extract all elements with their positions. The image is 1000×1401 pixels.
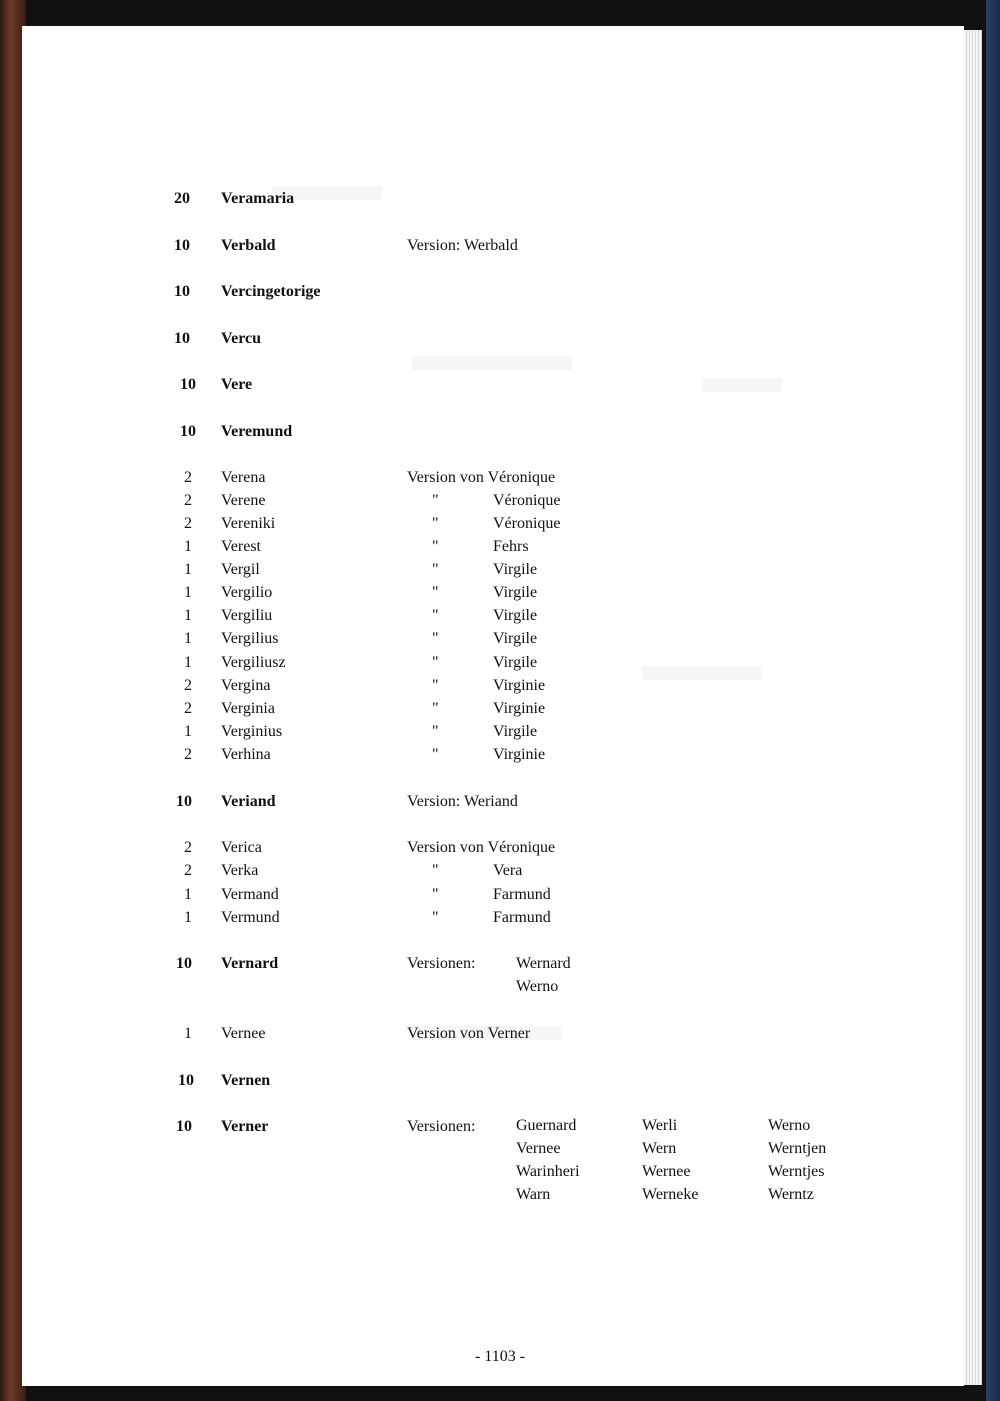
verner-version: Werli	[642, 1117, 678, 1134]
entry-count: 1	[184, 630, 192, 647]
entry-version: Véronique	[493, 515, 561, 532]
entry-count: 2	[184, 677, 192, 694]
ditto-mark: "	[432, 909, 439, 926]
verner-version: Vernee	[516, 1140, 561, 1157]
entry-name: Vergil	[221, 561, 260, 578]
entry-info: Versionen:	[407, 1118, 476, 1135]
ditto-mark: "	[432, 607, 439, 624]
ditto-mark: "	[432, 538, 439, 555]
verner-version: Werntjes	[768, 1163, 825, 1180]
entry-name: Verginia	[221, 700, 275, 717]
entry-name: Vermand	[221, 886, 279, 903]
entry-version: Virginie	[493, 746, 546, 763]
entry-count: 1	[184, 538, 192, 555]
entry-count: 1	[184, 886, 192, 903]
ditto-mark: "	[432, 723, 439, 740]
entry-version: Virgile	[493, 654, 538, 671]
entry-version: Virginie	[493, 677, 546, 694]
entry-count: 2	[184, 492, 192, 509]
entry-name: Verginius	[221, 723, 283, 740]
show-through-mark	[642, 666, 762, 680]
entry-count: 1	[184, 723, 192, 740]
entry-count: 2	[184, 862, 192, 879]
entry-count: 1	[184, 1025, 192, 1042]
entry-info: Version: Weriand	[407, 793, 518, 810]
verner-version: Werntz	[768, 1186, 814, 1203]
entry-name: Vergilio	[221, 584, 273, 601]
verner-version: Werntjen	[768, 1140, 827, 1157]
entry-name: Verest	[221, 538, 261, 555]
ditto-mark: "	[432, 561, 439, 578]
entry-count: 2	[184, 700, 192, 717]
entry-count: 2	[184, 746, 192, 763]
entry-name: Vergiliusz	[221, 654, 286, 671]
entry-version: Vera	[493, 862, 523, 879]
verner-version: Guernard	[516, 1117, 577, 1134]
ditto-mark: "	[432, 584, 439, 601]
entry-count: 10	[176, 1118, 192, 1135]
vernard-version-2: Werno	[516, 978, 559, 995]
entry-info: Version von Véronique	[407, 469, 556, 486]
entry-name: Vercingetorige	[221, 283, 321, 300]
entry-name: Vereniki	[221, 515, 276, 532]
entry-name: Verbald	[221, 237, 276, 254]
entry-version: Fehrs	[493, 538, 529, 555]
entry-count: 10	[174, 330, 190, 347]
entry-info: Version von Verner	[407, 1025, 531, 1042]
entry-name: Verica	[221, 839, 262, 856]
entry-name: Veriand	[221, 793, 276, 810]
entry-name: Verena	[221, 469, 266, 486]
entry-count: 10	[174, 237, 190, 254]
entry-name: Vergiliu	[221, 607, 273, 624]
ditto-mark: "	[432, 492, 439, 509]
entry-name: Vergina	[221, 677, 271, 694]
entry-info: Version von Véronique	[407, 839, 556, 856]
entry-count: 1	[184, 607, 192, 624]
entry-count: 2	[184, 515, 192, 532]
verner-version: Wern	[642, 1140, 677, 1157]
verner-version: Warinheri	[516, 1163, 580, 1180]
entry-name: Verka	[221, 862, 259, 879]
entry-count: 10	[176, 955, 192, 972]
entry-info: Version: Werbald	[407, 237, 518, 254]
ditto-mark: "	[432, 746, 439, 763]
entry-name: Vernen	[221, 1072, 271, 1089]
entry-count: 1	[184, 909, 192, 926]
show-through-mark	[412, 356, 572, 370]
ditto-mark: "	[432, 862, 439, 879]
entry-version: Virginie	[493, 700, 546, 717]
entry-version: Virgile	[493, 584, 538, 601]
entry-version: Véronique	[493, 492, 561, 509]
page-number: - 1103 -	[474, 1348, 526, 1365]
entry-name: Vernard	[221, 955, 279, 972]
entry-version: Virgile	[493, 630, 538, 647]
entry-name: Verner	[221, 1118, 269, 1135]
entry-name: Veramaria	[221, 190, 295, 207]
entry-count: 2	[184, 469, 192, 486]
entry-count: 10	[180, 376, 196, 393]
ditto-mark: "	[432, 630, 439, 647]
entry-count: 10	[178, 1072, 194, 1089]
verner-version: Werneke	[642, 1186, 699, 1203]
entry-name: Vernee	[221, 1025, 266, 1042]
ditto-mark: "	[432, 677, 439, 694]
entry-version: Virgile	[493, 723, 538, 740]
entry-version: Farmund	[493, 909, 551, 926]
vernard-version-1: Wernard	[516, 955, 571, 972]
show-through-mark	[702, 378, 782, 392]
entry-count: 1	[184, 654, 192, 671]
ditto-mark: "	[432, 700, 439, 717]
entry-name: Verhina	[221, 746, 271, 763]
verner-version: Wernee	[642, 1163, 691, 1180]
entry-info: Versionen:	[407, 955, 476, 972]
entry-count: 10	[180, 423, 196, 440]
entry-count: 10	[176, 793, 192, 810]
entry-count: 1	[184, 561, 192, 578]
entry-name: Vermund	[221, 909, 280, 926]
ditto-mark: "	[432, 515, 439, 532]
entry-name: Verene	[221, 492, 266, 509]
entry-count: 20	[174, 190, 190, 207]
verner-version: Werno	[768, 1117, 811, 1134]
book-binding-right	[986, 0, 1000, 1401]
entry-count: 2	[184, 839, 192, 856]
entry-version: Farmund	[493, 886, 551, 903]
entry-name: Vere	[221, 376, 253, 393]
entry-version: Virgile	[493, 607, 538, 624]
ditto-mark: "	[432, 654, 439, 671]
entry-count: 1	[184, 584, 192, 601]
entry-name: Vercu	[221, 330, 261, 347]
ditto-mark: "	[432, 886, 439, 903]
entry-count: 10	[174, 283, 190, 300]
entry-name: Veremund	[221, 423, 293, 440]
entry-version: Virgile	[493, 561, 538, 578]
entry-name: Vergilius	[221, 630, 279, 647]
verner-version: Warn	[516, 1186, 551, 1203]
